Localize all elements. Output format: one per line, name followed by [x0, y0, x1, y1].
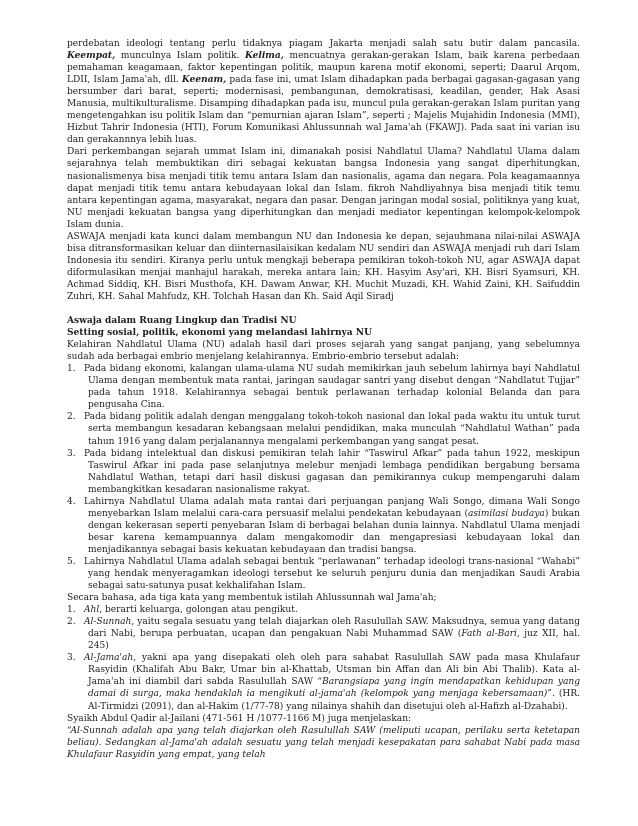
list-item-text: ) bukan dengan kekerasan seperti penyebaran Islam di berbagai belahan dunia lainnya. Nahdlatul Ulama menjadi besar karena kemampuannya dalam mengakomodir dan mengapresiasi kebudayaan lokal dan menjadikannya sebagai basis kekuatan kebudayaan dan tradisi bangsa. [88, 508, 580, 555]
list-item-text: Pada bidang politik adalah dengan menggalang tokoh-tokoh nasional dan lokal pada waktu itu untuk turut serta membangun kesadaran kebangsaan melalui pendidikan, maka munculah “Nahdlatul Wathan” pada tahun 1916 yang dalam perjalanannya mengalami perkembangan yang sangat pesat. [84, 412, 580, 447]
term-al-jamaah: Al-Jama'ah [84, 653, 134, 664]
istilah-item [67, 616, 580, 652]
list-item [67, 496, 580, 556]
intro-text-1: perdebatan ideologi tentang perlu tidaknya piagam Jakarta menjadi salah satu butir dalam pancasila. [67, 39, 580, 49]
quote-text: “Al-Sunnah adalah apa yang telah diajarkan oleh Rasulullah SAW (meliputi ucapan, perilaku serta ketetapan beliau). Sedangkan al-Jama'ah adalah sesuatu yang telah menjadi kesepakatan para sahabat Nabi pada masa Khulafaur Rasyidin yang empat, yang telah [67, 725, 580, 760]
list-item-text: Lahirnya Nahdlatul Ulama adalah mata rantai dari perjuangan panjang Wali Songo, dimana Wali Songo menyebarkan Islam melalui cara-cara persuasif melalui pendekatan kebudayaan ( [84, 496, 580, 519]
list-item-text: Pada bidang intelektual dan diskusi pemikiran telah lahir “Taswirul Afkar” pada tahun 1922, meskipun Taswirul Afkar ini pada pase selanjutnya melebur menjadi lembaga pendidikan bergabung bersama Nahdlatul Wathan, tetapi dari hasil diskusi gagasan dan pemikirannya cukup mempengaruhi dalam membangkitkan kesadaran nasionalisme rakyat. [84, 448, 580, 495]
section-spacer [67, 303, 580, 315]
list-number: 5. [67, 556, 76, 567]
secara-bahasa-paragraph: Secara bahasa, ada tiga kata yang membentuk istilah Ahlussunnah wal Jama'ah; [67, 593, 437, 604]
intro-text-3: munculnya Islam politik. [115, 51, 245, 62]
keempat-label: Keempat, [67, 51, 116, 62]
keenam-label: Keenam, [181, 75, 227, 86]
list-item-text: , yaitu segala sesuatu yang telah diajarkan oleh Rasulullah SAW. Maksudnya, semua yang datang dari Nabi, berupa perbuatan, ucapan dan pengakuan Nabi Muhammad SAW ( [88, 617, 580, 640]
intro-text-7: pada fase ini, umat Islam dihadapkan pada berbagai gagasan-gagasan yang bersumber dari barat, seperti; modernisasi, pembangunan, demokratisasi, keadilan, gender, Hak Asasi Manusia, multikulturalisme. Disamping dihadapkan pada isu, muncul pula gerakan-gerakan Islam puritan yang mengetengahkan isu politik Islam dan “pemurnian ajaran Islam”, seperti ; Majelis Mujahidin Indonesia (MMI), Hizbut Tahrir Indonesia (HTI), Forum Komunikasi Ahlussunnah wal Jama'ah (FKAWJ). Pada saat ini varian isu dan gerakannnya lebih luas. [67, 75, 581, 146]
kelima-label: Kelima, [245, 51, 284, 62]
intro-paragraph [67, 38, 580, 146]
nu-position-paragraph: Dari perkembangan sejarah ummat Islam ini, dimanakah posisi Nahdlatul Ulama? Nahdlatul Ulama dalam sejarahnya telah membuktikan diri sebagai kekuatan bangsa Indonesia yang sangat diperhitungkan, nasionalismenya bisa menjadi titik temu antara Islam dan nasionalis, agama dan negara. Pola keagamaannya dapat menjadi titik temu antara kebudayaan lokal dan Islam. fikroh Nahdliyahnya bisa menjadi titik temu antara kepentingan agama, masyarakat, negara dan pasar. Dengan jaringan modal sosial, politiknya yang kuat, NU menjadi kekuatan bangsa yang diperhitungkan dan menjadi mediator kepentingan kelompok-kelompok Islam dunia. [67, 147, 580, 230]
istilah-item [67, 652, 580, 712]
list-item-text: Pada bidang ekonomi, kalangan ulama-ulama NU sudah memikirkan jauh sebelum lahirnya bayi Nahdlatul Ulama dengan membentuk mata rantai, jaringan saudagar santri yang disebut dengan “Nahdlatut Tujjar” pada tahun 1918. Kelahirannya sebagai bentuk perlawanan terhadap kolonial Belanda dan para pengusaha Cina. [84, 364, 580, 411]
aswaja-paragraph: ASWAJA menjadi kata kunci dalam membangun NU dan Indonesia ke depan, sejauhmana nilai-nilai ASWAJA bisa ditransformasikan keluar dan diinternasilaisikan kedalam NU sendiri dan ASWAJA menjadi ruh dari Islam Indonesia itu sendiri. Kiranya perlu untuk mengkaji beberapa pemikiran tokoh-tokoh NU, agar ASWAJA dapat diformulasikan menjai manhajul harakah, mereka antara lain; KH. Hasyim Asy'ari, KH. Bisri Syamsuri, KH. Achmad Siddiq, KH. Bisri Musthofa, KH. Dawam Anwar, KH. Muchit Muzadi, KH. Wahid Zaini, KH. Saifuddin Zuhri, KH. Sahal Mahfudz, KH. Tolchah Hasan dan Kh. Said Aqil Siradj [67, 231, 580, 302]
list-item [67, 556, 580, 592]
list-item-text: , berarti keluarga, golongan atau pengikut. [99, 605, 298, 616]
section-heading: Aswaja dalam Ruang Lingkup dan Tradisi NU [67, 316, 297, 327]
list-item [67, 411, 580, 447]
syaikh-paragraph: Syaikh Abdul Qadir al-Jailani (471-561 H /1077-1166 M) juga menjelaskan: [67, 713, 412, 724]
intro-text-5: mencuatnya gerakan-gerakan Islam, baik karena perbedaan pemahaman keagamaan, faktor kepentingan politik, maupun karena motif ekonomi, seperti; Daarul Arqom, LDII, Islam Jama'ah, dll. [67, 51, 580, 86]
list-item [67, 448, 580, 496]
kelahiran-paragraph: Kelahiran Nahdlatul Ulama (NU) adalah hasil dari proses sejarah yang sangat panjang, yang sebelumnya sudah ada berbagai embrio menjelang kelahirannya. Embrio-embrio tersebut adalah: [67, 340, 580, 363]
list-item-text: , juz XII, hal. 245) [88, 629, 581, 652]
term-al-sunnah: Al-Sunnah [84, 617, 132, 628]
list-item-text: , yakni apa yang disepakati oleh oleh para sahabat Rasulullah SAW pada masa Khulafaur Rasyidin (Khalifah Abu Bakr, Umar bin al-Khattab, Utsman bin Affan dan Ali bin Abi Thalib). Kata al-Jama'ah ini diambil dari sabda Rasulullah SAW [88, 653, 580, 688]
list-number: 4. [67, 496, 76, 507]
list-number: 3. [67, 448, 76, 459]
list-item-text: . (HR. Al-Tirmidzi (2091), dan al-Hakim (1/77-78) yang nilainya shahih dan disetujui oleh al-Hafizh al-Dzahabi). [88, 689, 581, 712]
list-number: 3. [67, 653, 76, 664]
term-ahl: Ahl [84, 605, 100, 616]
source-title: Fath al-Bari [461, 629, 517, 640]
list-number: 2. [67, 617, 76, 628]
asimilasi-term: asimilasi budaya [467, 508, 545, 519]
jailani-quote [67, 725, 580, 761]
list-number: 1. [67, 364, 76, 375]
list-number: 2. [67, 412, 76, 423]
list-number: 1. [67, 605, 76, 616]
list-item-text: Lahirnya Nahdlatul Ulama adalah sebagai bentuk “perlawanan” terhadap ideologi trans-nasional “Wahabi” yang hendak menyeragamkan ideologi tersebut ke seluruh penjuru dunia dan menjadikan Saudi Arabia sebagai satu-satunya pusat kekhalifahan Islam. [84, 556, 580, 592]
hadith-quote: “Barangsiapa yang ingin mendapatkan kehidupan yang damai di surga, maka hendaklah ia mengikuti al-jama'ah (kelompok yang menjaga kebersamaan)” [88, 677, 580, 700]
subsection-heading: Setting sosial, politik, ekonomi yang melandasi lahirnya NU [67, 328, 372, 339]
istilah-item [67, 604, 580, 616]
list-item [67, 363, 580, 411]
